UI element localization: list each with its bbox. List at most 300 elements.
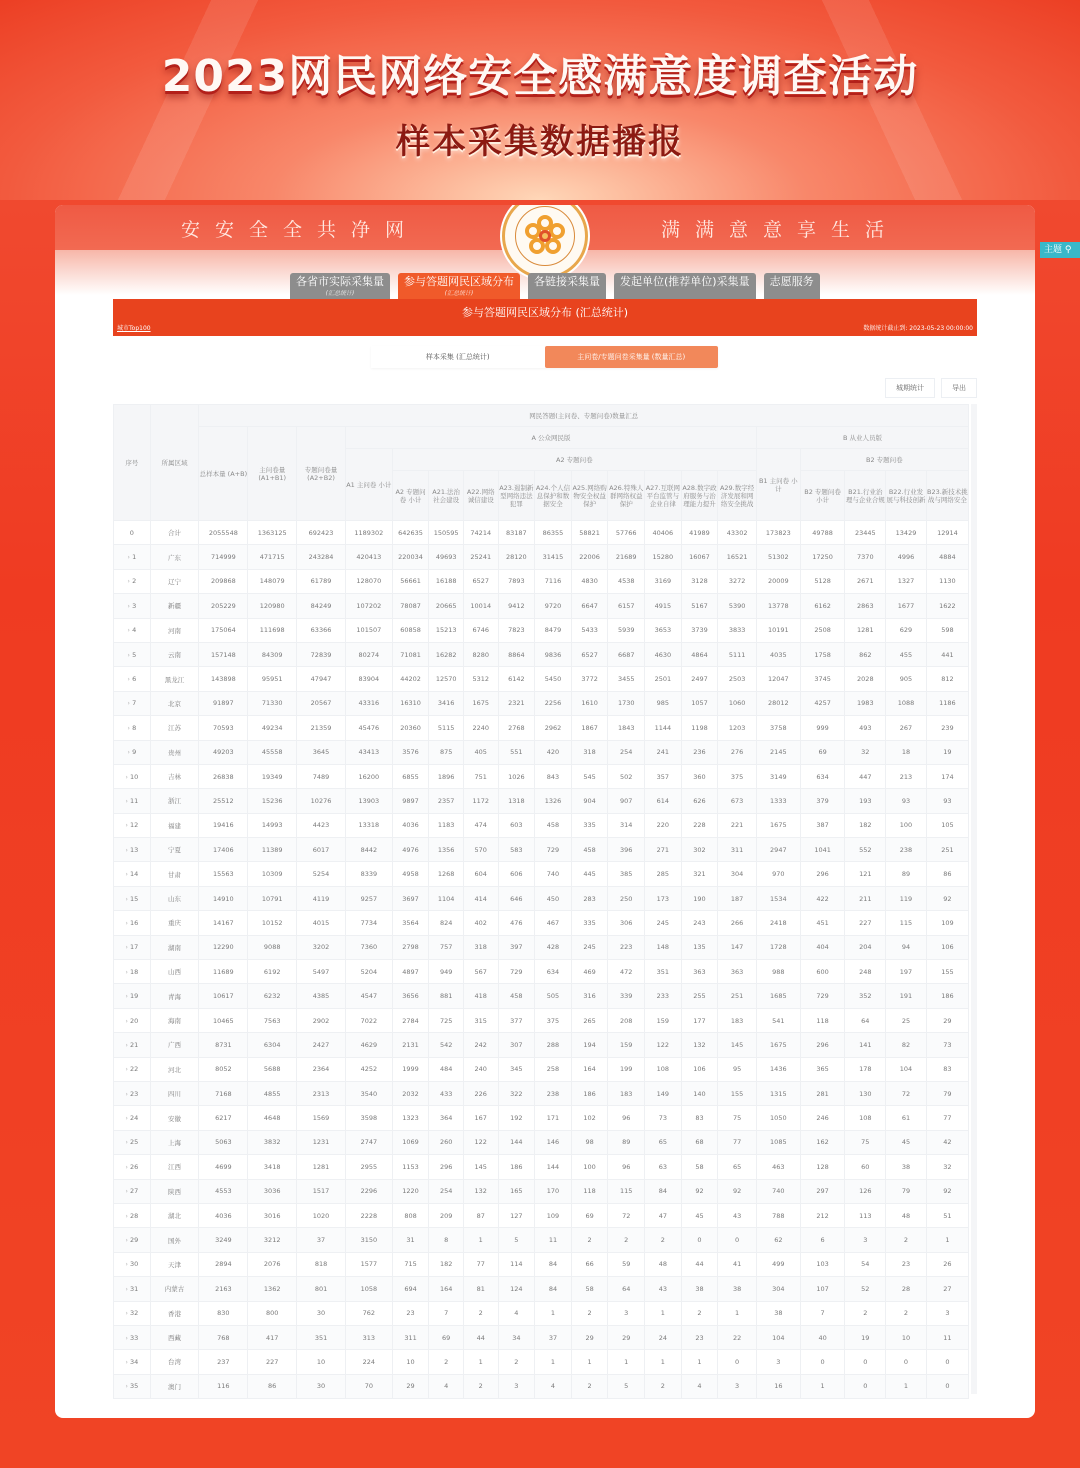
value-cell: 307 (498, 1033, 535, 1057)
region-cell: 上海 (150, 1130, 199, 1154)
row-index-cell[interactable]: › 19 (114, 984, 151, 1008)
value-cell: 2768 (498, 716, 535, 740)
value-cell: 5450 (535, 667, 572, 691)
value-cell: 451 (800, 911, 845, 935)
value-cell: 3212 (248, 1228, 297, 1252)
table-row[interactable] (114, 691, 969, 715)
value-cell: 15236 (248, 789, 297, 813)
value-cell: 11389 (248, 838, 297, 862)
col-special[interactable]: 专题问卷量 (A2+B2) (297, 427, 346, 521)
value-cell: 199 (608, 1057, 645, 1081)
col-b2[interactable]: B2 专题问卷 小计 (800, 471, 845, 521)
value-cell: 583 (498, 838, 535, 862)
table-row[interactable] (114, 1325, 969, 1349)
value-cell: 646 (498, 886, 535, 910)
value-cell: 7823 (498, 618, 535, 642)
value-cell: 63366 (297, 618, 346, 642)
value-cell: 96 (608, 1155, 645, 1179)
value-cell: 44202 (392, 667, 429, 691)
region-cell: 河南 (150, 618, 199, 642)
table-row[interactable] (114, 1277, 969, 1301)
row-index-cell[interactable]: › 34 (114, 1350, 151, 1374)
value-cell: 240 (463, 1057, 498, 1081)
value-cell: 8731 (199, 1033, 248, 1057)
nav-tab-label: 志愿服务 (769, 275, 814, 288)
table-row[interactable] (114, 911, 969, 935)
value-cell: 694 (392, 1277, 429, 1301)
value-cell: 285 (645, 862, 682, 886)
city-top100-link[interactable]: 城市Top100 (117, 325, 151, 332)
value-cell: 1069 (392, 1130, 429, 1154)
row-index-cell[interactable]: › 4 (114, 618, 151, 642)
subtab-questionnaire-volume[interactable]: 主问卷/专题问卷采集量 (数量汇总) (545, 346, 719, 368)
value-cell: 80274 (345, 642, 392, 666)
col-index[interactable]: 序号 (114, 405, 151, 521)
value-cell: 1622 (926, 594, 968, 618)
table-row[interactable] (114, 1033, 969, 1057)
row-index-cell[interactable]: › 5 (114, 642, 151, 666)
value-cell: 66 (571, 1252, 608, 1276)
col-a21[interactable]: A21.法治社会建设 (429, 471, 464, 521)
col-b21[interactable]: B21.行业治理与企业合规 (845, 471, 886, 521)
value-cell: 167 (463, 1106, 498, 1130)
value-cell: 98 (571, 1130, 608, 1154)
col-a22[interactable]: A22.网络诚信建设 (463, 471, 498, 521)
value-cell: 173823 (756, 521, 800, 545)
value-cell: 2955 (345, 1155, 392, 1179)
value-cell: 830 (199, 1301, 248, 1325)
value-cell: 4423 (297, 813, 346, 837)
row-index-cell[interactable]: › 21 (114, 1033, 151, 1057)
row-index-cell[interactable]: › 12 (114, 813, 151, 837)
value-cell: 768 (199, 1325, 248, 1349)
value-cell: 265 (571, 1008, 608, 1032)
value-cell: 108 (645, 1057, 682, 1081)
value-cell: 1130 (926, 569, 968, 593)
value-cell: 296 (800, 862, 845, 886)
value-cell: 3416 (429, 691, 464, 715)
value-cell: 311 (392, 1325, 429, 1349)
row-index-cell[interactable]: › 18 (114, 960, 151, 984)
row-index-cell[interactable]: › 17 (114, 935, 151, 959)
value-cell: 38 (886, 1155, 927, 1179)
table-row[interactable] (114, 1008, 969, 1032)
value-cell: 51 (926, 1203, 968, 1227)
value-cell: 107 (800, 1277, 845, 1301)
value-cell: 75 (845, 1130, 886, 1154)
value-cell: 422 (800, 886, 845, 910)
value-cell: 1 (463, 1350, 498, 1374)
value-cell: 52 (845, 1277, 886, 1301)
row-index-cell[interactable]: › 3 (114, 594, 151, 618)
col-a24[interactable]: A24.个人信息保护和数据安全 (535, 471, 572, 521)
table-row[interactable] (114, 1374, 969, 1398)
value-cell: 61789 (297, 569, 346, 593)
value-cell: 472 (608, 960, 645, 984)
value-cell: 8864 (498, 642, 535, 666)
row-index-cell[interactable]: › 33 (114, 1325, 151, 1349)
subtab-sample-collection[interactable]: 样本采集 (汇总统计) (371, 346, 545, 368)
value-cell: 187 (718, 886, 757, 910)
value-cell: 5 (608, 1374, 645, 1398)
col-total[interactable]: 总样本量 (A+B) (199, 427, 248, 521)
row-index-cell[interactable]: › 28 (114, 1203, 151, 1227)
section-header (113, 299, 977, 336)
row-index-cell[interactable]: › 25 (114, 1130, 151, 1154)
col-a2[interactable]: A2 专题问卷 小计 (392, 471, 429, 521)
value-cell: 3036 (248, 1179, 297, 1203)
value-cell: 72 (886, 1081, 927, 1105)
value-cell: 1189302 (345, 521, 392, 545)
row-index-cell[interactable]: › 30 (114, 1252, 151, 1276)
nav-tab-link-collection[interactable] (528, 273, 606, 299)
value-cell: 2508 (800, 618, 845, 642)
value-cell: 1326 (535, 789, 572, 813)
table-row[interactable] (114, 789, 969, 813)
col-b22[interactable]: B22.行业发展与科技创新 (886, 471, 927, 521)
value-cell: 10 (297, 1350, 346, 1374)
row-index-cell[interactable]: › 15 (114, 886, 151, 910)
region-cell: 江苏 (150, 716, 199, 740)
col-b2-group: B2 专题问卷 (800, 449, 968, 471)
value-cell: 23 (886, 1252, 927, 1276)
value-cell: 106 (926, 935, 968, 959)
value-cell: 2503 (718, 667, 757, 691)
value-cell: 2032 (392, 1081, 429, 1105)
row-index-cell[interactable]: › 31 (114, 1277, 151, 1301)
value-cell: 95 (718, 1057, 757, 1081)
value-cell: 673 (718, 789, 757, 813)
value-cell: 729 (535, 838, 572, 862)
col-main[interactable]: 主问卷量 (A1+B1) (248, 427, 297, 521)
value-cell: 1534 (756, 886, 800, 910)
value-cell: 74214 (463, 521, 498, 545)
value-cell: 1356 (429, 838, 464, 862)
value-cell: 14167 (199, 911, 248, 935)
value-cell: 86 (926, 862, 968, 886)
value-cell: 2163 (199, 1277, 248, 1301)
value-cell: 45 (681, 1203, 718, 1227)
value-cell: 13429 (886, 521, 927, 545)
slogan-right: 满满意意享生活 (661, 219, 900, 241)
col-a2-group: A2 专题问卷 (392, 449, 756, 471)
col-b1[interactable]: B1 主问卷 小计 (756, 449, 800, 521)
value-cell: 3697 (392, 886, 429, 910)
value-cell: 1 (645, 1301, 682, 1325)
value-cell: 49203 (199, 740, 248, 764)
row-index-cell[interactable]: › 32 (114, 1301, 151, 1325)
value-cell: 25241 (463, 545, 498, 569)
table-row[interactable] (114, 642, 969, 666)
row-index-cell[interactable]: › 11 (114, 789, 151, 813)
value-cell: 1728 (756, 935, 800, 959)
table-row[interactable] (114, 813, 969, 837)
value-cell: 6647 (571, 594, 608, 618)
value-cell: 604 (463, 862, 498, 886)
value-cell: 9257 (345, 886, 392, 910)
table-row[interactable] (114, 1081, 969, 1105)
value-cell: 1758 (800, 642, 845, 666)
row-index-cell[interactable]: › 8 (114, 716, 151, 740)
value-cell: 404 (800, 935, 845, 959)
value-cell: 57766 (608, 521, 645, 545)
col-a25[interactable]: A25.网络购物安全权益保护 (571, 471, 608, 521)
table-row[interactable] (114, 667, 969, 691)
table-row[interactable] (114, 594, 969, 618)
value-cell: 1172 (463, 789, 498, 813)
value-cell: 72839 (297, 642, 346, 666)
value-cell: 16067 (681, 545, 718, 569)
value-cell: 6162 (800, 594, 845, 618)
value-cell: 71081 (392, 642, 429, 666)
value-cell: 4976 (392, 838, 429, 862)
value-cell: 183 (718, 1008, 757, 1032)
value-cell: 242 (463, 1033, 498, 1057)
value-cell: 2 (886, 1301, 927, 1325)
value-cell: 63 (645, 1155, 682, 1179)
value-cell: 3 (718, 1374, 757, 1398)
value-cell: 0 (800, 1350, 845, 1374)
value-cell: 949 (429, 960, 464, 984)
value-cell: 12047 (756, 667, 800, 691)
row-index-cell[interactable]: › 22 (114, 1057, 151, 1081)
value-cell: 77 (463, 1252, 498, 1276)
value-cell: 83904 (345, 667, 392, 691)
value-cell: 1026 (498, 764, 535, 788)
banner-title: 2023网民网络安全感满意度调查活动 (161, 51, 919, 102)
value-cell: 28120 (498, 545, 535, 569)
table-row[interactable] (114, 862, 969, 886)
row-index-cell[interactable]: › 2 (114, 569, 151, 593)
value-cell: 364 (429, 1106, 464, 1130)
value-cell: 16282 (429, 642, 464, 666)
value-cell: 92 (926, 886, 968, 910)
col-a28[interactable]: A28.数字政府服务与治理能力提升 (681, 471, 718, 521)
table-row[interactable] (114, 1228, 969, 1252)
table-row[interactable] (114, 1179, 969, 1203)
table-row[interactable] (114, 618, 969, 642)
value-cell: 56661 (392, 569, 429, 593)
value-cell: 174 (926, 764, 968, 788)
value-cell: 420413 (345, 545, 392, 569)
value-cell: 40 (800, 1325, 845, 1349)
value-cell: 1231 (297, 1130, 346, 1154)
region-cell: 国外 (150, 1228, 199, 1252)
value-cell: 10 (886, 1325, 927, 1349)
value-cell: 49693 (429, 545, 464, 569)
value-cell: 79 (886, 1179, 927, 1203)
region-cell: 辽宁 (150, 569, 199, 593)
row-index-cell[interactable]: › 26 (114, 1155, 151, 1179)
table-row[interactable] (114, 935, 969, 959)
value-cell: 10014 (463, 594, 498, 618)
value-cell: 6746 (463, 618, 498, 642)
value-cell: 315 (463, 1008, 498, 1032)
value-cell: 1220 (392, 1179, 429, 1203)
row-index-cell[interactable]: › 35 (114, 1374, 151, 1398)
table-row[interactable] (114, 838, 969, 862)
row-index-cell[interactable]: › 16 (114, 911, 151, 935)
value-cell: 28 (886, 1277, 927, 1301)
table-row[interactable] (114, 1350, 969, 1374)
table-row[interactable] (114, 960, 969, 984)
theme-side-tab[interactable]: 主题 ⚲ (1040, 242, 1080, 258)
value-cell: 149 (645, 1081, 682, 1105)
value-cell: 18 (886, 740, 927, 764)
value-cell: 363 (718, 960, 757, 984)
nav-tab-province-collection[interactable] (290, 273, 390, 299)
value-cell: 3645 (297, 740, 346, 764)
value-cell: 1983 (845, 691, 886, 715)
value-cell: 2357 (429, 789, 464, 813)
value-cell: 843 (535, 764, 572, 788)
row-index-cell[interactable]: › 27 (114, 1179, 151, 1203)
col-region[interactable]: 所属区域 (150, 405, 199, 521)
value-cell: 2131 (392, 1033, 429, 1057)
value-cell: 1020 (297, 1203, 346, 1227)
value-cell: 141 (845, 1033, 886, 1057)
col-b23[interactable]: B23.新技术挑战与网络安全 (926, 471, 968, 521)
value-cell: 205229 (199, 594, 248, 618)
row-index-cell[interactable]: › 10 (114, 764, 151, 788)
table-row[interactable] (114, 716, 969, 740)
region-cell: 安徽 (150, 1106, 199, 1130)
value-cell: 16521 (718, 545, 757, 569)
value-cell: 1 (608, 1350, 645, 1374)
value-cell: 182 (429, 1252, 464, 1276)
value-cell: 9412 (498, 594, 535, 618)
table-row[interactable] (114, 1106, 969, 1130)
nav-tab-region-distribution[interactable] (398, 273, 520, 299)
table-row[interactable] (114, 984, 969, 1008)
value-cell: 96 (608, 1106, 645, 1130)
value-cell: 2 (571, 1374, 608, 1398)
value-cell: 4036 (199, 1203, 248, 1227)
value-cell: 20665 (429, 594, 464, 618)
col-a27[interactable]: A27.互联网平台监管与企业自律 (645, 471, 682, 521)
value-cell: 93 (886, 789, 927, 813)
value-cell: 316 (571, 984, 608, 1008)
table-row[interactable] (114, 1155, 969, 1179)
value-cell: 387 (800, 813, 845, 837)
row-index-cell[interactable]: › 14 (114, 862, 151, 886)
value-cell: 221 (718, 813, 757, 837)
export-button[interactable]: 导出 (941, 378, 977, 398)
table-row[interactable] (114, 740, 969, 764)
region-cell: 云南 (150, 642, 199, 666)
row-index-cell[interactable]: › 7 (114, 691, 151, 715)
value-cell: 238 (886, 838, 927, 862)
value-cell: 100 (886, 813, 927, 837)
col-a23[interactable]: A23.遏制新型网络违法犯罪 (498, 471, 535, 521)
value-cell: 385 (608, 862, 645, 886)
value-cell: 808 (392, 1203, 429, 1227)
value-cell: 2296 (345, 1179, 392, 1203)
table-row-total (114, 521, 969, 545)
table-row[interactable] (114, 545, 969, 569)
value-cell: 159 (645, 1008, 682, 1032)
value-cell: 375 (535, 1008, 572, 1032)
table-row[interactable] (114, 1301, 969, 1325)
table-row[interactable] (114, 1203, 969, 1227)
value-cell: 70 (345, 1374, 392, 1398)
region-cell: 山东 (150, 886, 199, 910)
value-cell: 297 (800, 1179, 845, 1203)
value-cell: 32 (926, 1155, 968, 1179)
value-cell: 10617 (199, 984, 248, 1008)
value-cell: 6 (800, 1228, 845, 1252)
value-cell: 69 (571, 1203, 608, 1227)
value-cell: 25 (886, 1008, 927, 1032)
row-index-cell[interactable]: › 23 (114, 1081, 151, 1105)
value-cell: 145 (718, 1033, 757, 1057)
value-cell: 213 (886, 764, 927, 788)
row-index-cell[interactable]: › 24 (114, 1106, 151, 1130)
value-cell: 552 (845, 838, 886, 862)
region-cell: 合计 (150, 521, 199, 545)
value-cell: 148079 (248, 569, 297, 593)
value-cell: 183 (608, 1081, 645, 1105)
row-index-cell[interactable]: › 20 (114, 1008, 151, 1032)
row-index-cell[interactable]: › 13 (114, 838, 151, 862)
value-cell: 84249 (297, 594, 346, 618)
value-cell: 7563 (248, 1008, 297, 1032)
col-a29[interactable]: A29.数字经济发展和网络安全挑战 (718, 471, 757, 521)
col-a26[interactable]: A26.特殊人群网络权益保护 (608, 471, 645, 521)
table-row[interactable] (114, 1252, 969, 1276)
value-cell: 314 (608, 813, 645, 837)
value-cell: 254 (429, 1179, 464, 1203)
nav-tab-volunteer[interactable] (764, 273, 820, 299)
value-cell: 2 (886, 1228, 927, 1252)
table-scrollbar[interactable] (971, 404, 977, 1394)
value-cell: 124 (498, 1277, 535, 1301)
value-cell: 11 (535, 1228, 572, 1252)
value-cell: 3832 (248, 1130, 297, 1154)
value-cell: 1318 (498, 789, 535, 813)
row-index-cell[interactable]: › 9 (114, 740, 151, 764)
table-row[interactable] (114, 1057, 969, 1081)
value-cell: 21359 (297, 716, 346, 740)
value-cell: 7168 (199, 1081, 248, 1105)
nav-tab-organizer-collection[interactable] (614, 273, 756, 299)
value-cell: 603 (498, 813, 535, 837)
row-index-cell[interactable]: › 29 (114, 1228, 151, 1252)
row-index-cell[interactable]: › 1 (114, 545, 151, 569)
value-cell: 38 (756, 1301, 800, 1325)
value-cell: 146 (535, 1130, 572, 1154)
col-a1[interactable]: A1 主问卷 小计 (345, 449, 392, 521)
value-cell: 143898 (199, 667, 248, 691)
value-cell: 61 (886, 1106, 927, 1130)
value-cell: 118 (571, 1179, 608, 1203)
table-row[interactable] (114, 569, 969, 593)
row-index-cell[interactable]: › 6 (114, 667, 151, 691)
table-row[interactable] (114, 764, 969, 788)
table-row[interactable] (114, 1130, 969, 1154)
value-cell: 54 (845, 1252, 886, 1276)
table-row[interactable] (114, 886, 969, 910)
value-cell: 2894 (199, 1252, 248, 1276)
value-cell: 3653 (645, 618, 682, 642)
value-cell: 89 (608, 1130, 645, 1154)
value-cell: 248 (845, 960, 886, 984)
value-cell: 238 (535, 1081, 572, 1105)
stats-button[interactable]: 城期统计 (885, 378, 935, 398)
value-cell: 144 (535, 1155, 572, 1179)
value-cell: 22 (718, 1325, 757, 1349)
value-cell: 254 (608, 740, 645, 764)
